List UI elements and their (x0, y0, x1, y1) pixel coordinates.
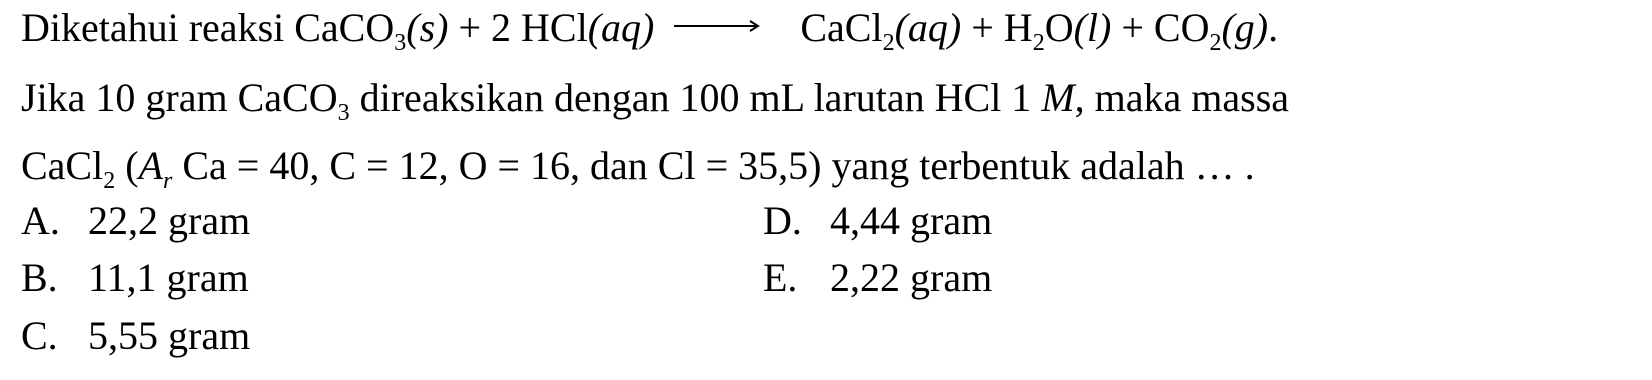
question-text-a: Jika 10 gram CaCO (21, 75, 338, 120)
option-text: 2,22 gram (830, 255, 993, 300)
product-h: + H (961, 5, 1033, 50)
period: . (1268, 5, 1279, 50)
option-d[interactable] (763, 198, 993, 243)
question-line-1 (21, 5, 1279, 56)
option-text: 4,44 gram (830, 198, 993, 243)
subscript-r: r (163, 168, 173, 194)
state-aqueous: (aq) (894, 5, 962, 50)
cacl-text: CaCl (21, 143, 104, 188)
product-co: + CO (1111, 5, 1210, 50)
option-letter: A. (21, 198, 60, 243)
option-text: 5,55 gram (88, 313, 251, 358)
question-intro: Diketahui reaksi CaCO (21, 5, 395, 50)
reaction-arrow-icon (674, 20, 760, 32)
atomic-masses: Ca = 40, C = 12, O = 16, dan Cl = 35,5) yang terbentuk adalah … . (172, 143, 1255, 188)
option-c[interactable] (21, 313, 251, 358)
subscript-3: 3 (394, 30, 407, 56)
subscript-2: 2 (1209, 30, 1222, 56)
state-gas: (g) (1221, 5, 1269, 50)
molar-unit: M (1041, 75, 1075, 120)
question-line-2 (21, 75, 1290, 126)
option-e[interactable] (763, 255, 993, 300)
option-b[interactable] (21, 255, 249, 300)
open-paren: ( (115, 143, 139, 188)
product-o: O (1044, 5, 1074, 50)
subscript-2: 2 (103, 168, 116, 194)
subscript-2: 2 (1032, 30, 1045, 56)
reactant-hcl: + 2 HCl (448, 5, 588, 50)
relative-atomic-mass-symbol: A (138, 143, 163, 188)
question-text-b: direaksikan dengan 100 mL larutan HCl 1 (349, 75, 1042, 120)
option-text: 11,1 gram (88, 255, 249, 300)
state-liquid: (l) (1073, 5, 1112, 50)
subscript-3: 3 (337, 100, 350, 126)
question-text-c: , maka massa (1074, 75, 1290, 120)
option-text: 22,2 gram (88, 198, 251, 243)
option-letter: D. (763, 198, 802, 243)
option-letter: C. (21, 313, 58, 358)
subscript-2: 2 (882, 30, 895, 56)
question-line-3 (21, 143, 1255, 194)
option-letter: B. (21, 255, 58, 300)
option-a[interactable] (21, 198, 251, 243)
option-letter: E. (763, 255, 798, 300)
state-aqueous: (aq) (587, 5, 655, 50)
state-solid: (s) (406, 5, 449, 50)
product-cacl2: CaCl (800, 5, 883, 50)
